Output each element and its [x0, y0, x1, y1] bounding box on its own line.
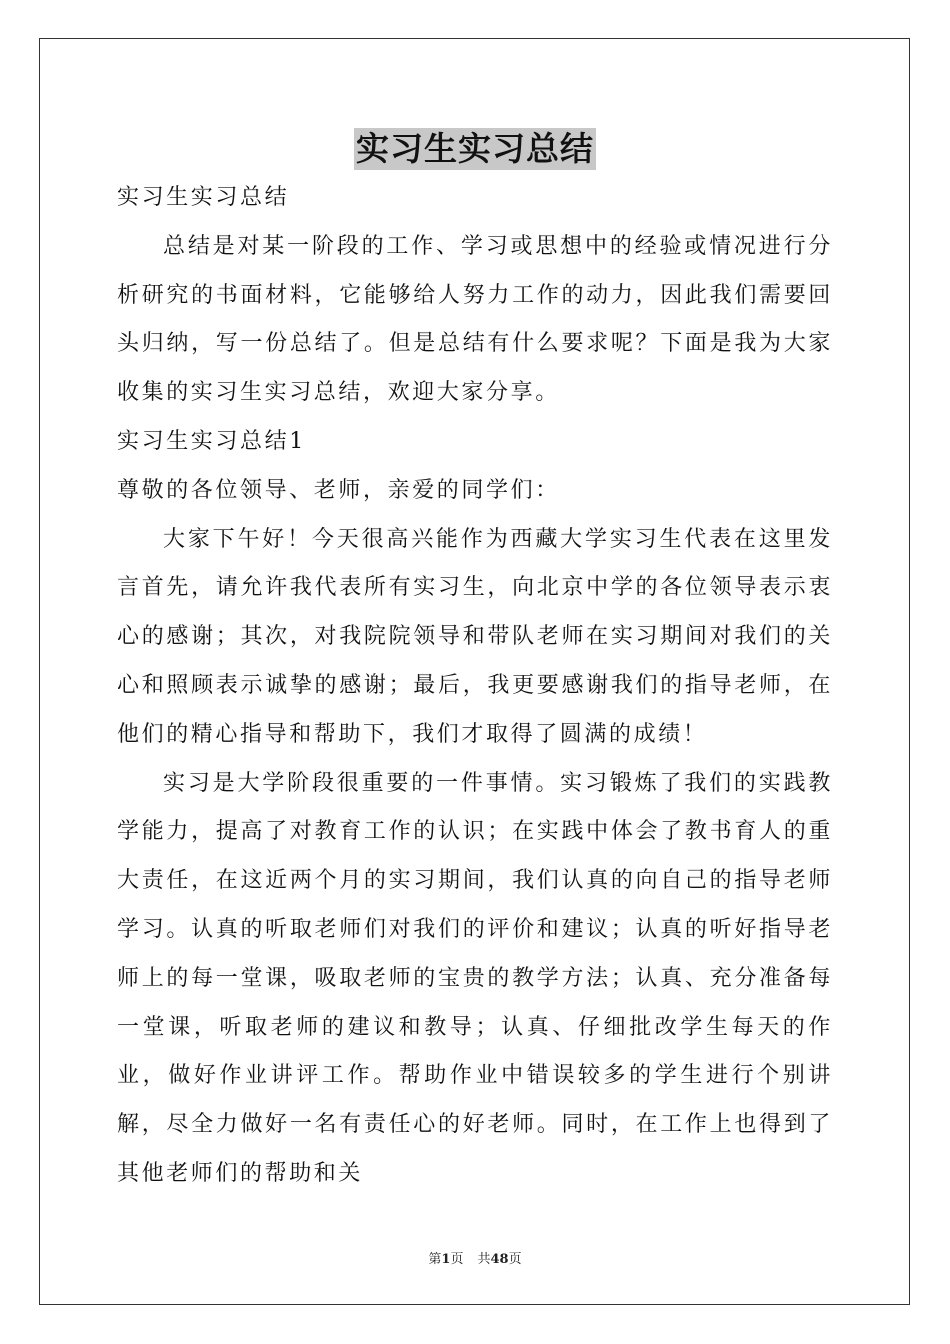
paragraph: 实习是大学阶段很重要的一件事情。实习锻炼了我们的实践教学能力，提高了对教育工作的认识；在实践中体会了教书育人的重大责任，在这近两个月的实习期间，我们认真的向自己的指导老师学习。认真的听取老师们对我们的评价和建议；认真的听好指导老师上的每一堂课，吸取老师的宝贵的教学方法；认真、充分准备每一堂课，听取老师的建议和教导；认真、仔细批改学生每天的作业，做好作业讲评工作。帮助作业中错误较多的学生进行个别讲解，尽全力做好一名有责任心的好老师。同时，在工作上也得到了其他老师们的帮助和关 [117, 770, 833, 1186]
total-suffix: 页 [508, 1252, 522, 1267]
document-body [117, 174, 833, 1199]
total-pages: 48 [490, 1252, 509, 1267]
page-prefix: 第 [428, 1252, 442, 1267]
paragraph: 大家下午好！今天很高兴能作为西藏大学实习生代表在这里发言首先，请允许我代表所有实习生，向北京中学的各位领导表示衷心的感谢；其次，对我院院领导和带队老师在实习期间对我们的关心和照顾表示诚挚的感谢；最后，我更要感谢我们的指导老师，在他们的精心指导和帮助下，我们才取得了圆满的成绩！ [117, 526, 833, 747]
page-suffix: 页 [450, 1252, 464, 1267]
page-number: 1 [441, 1252, 451, 1267]
title-container [0, 128, 950, 170]
section-heading: 实习生实习总结1 [117, 428, 306, 454]
page-footer [0, 1248, 950, 1267]
paragraph: 总结是对某一阶段的工作、学习或思想中的经验或情况进行分析研究的书面材料，它能够给人努力工作的动力，因此我们需要回头归纳，写一份总结了。但是总结有什么要求呢？下面是我为大家收集的实习生实习总结，欢迎大家分享。 [117, 233, 833, 406]
paragraph: 实习生实习总结 [117, 185, 290, 210]
document-title: 实习生实习总结 [356, 129, 594, 168]
total-prefix: 共 [477, 1252, 491, 1267]
salutation: 尊敬的各位领导、老师，亲爱的同学们： [117, 477, 560, 503]
